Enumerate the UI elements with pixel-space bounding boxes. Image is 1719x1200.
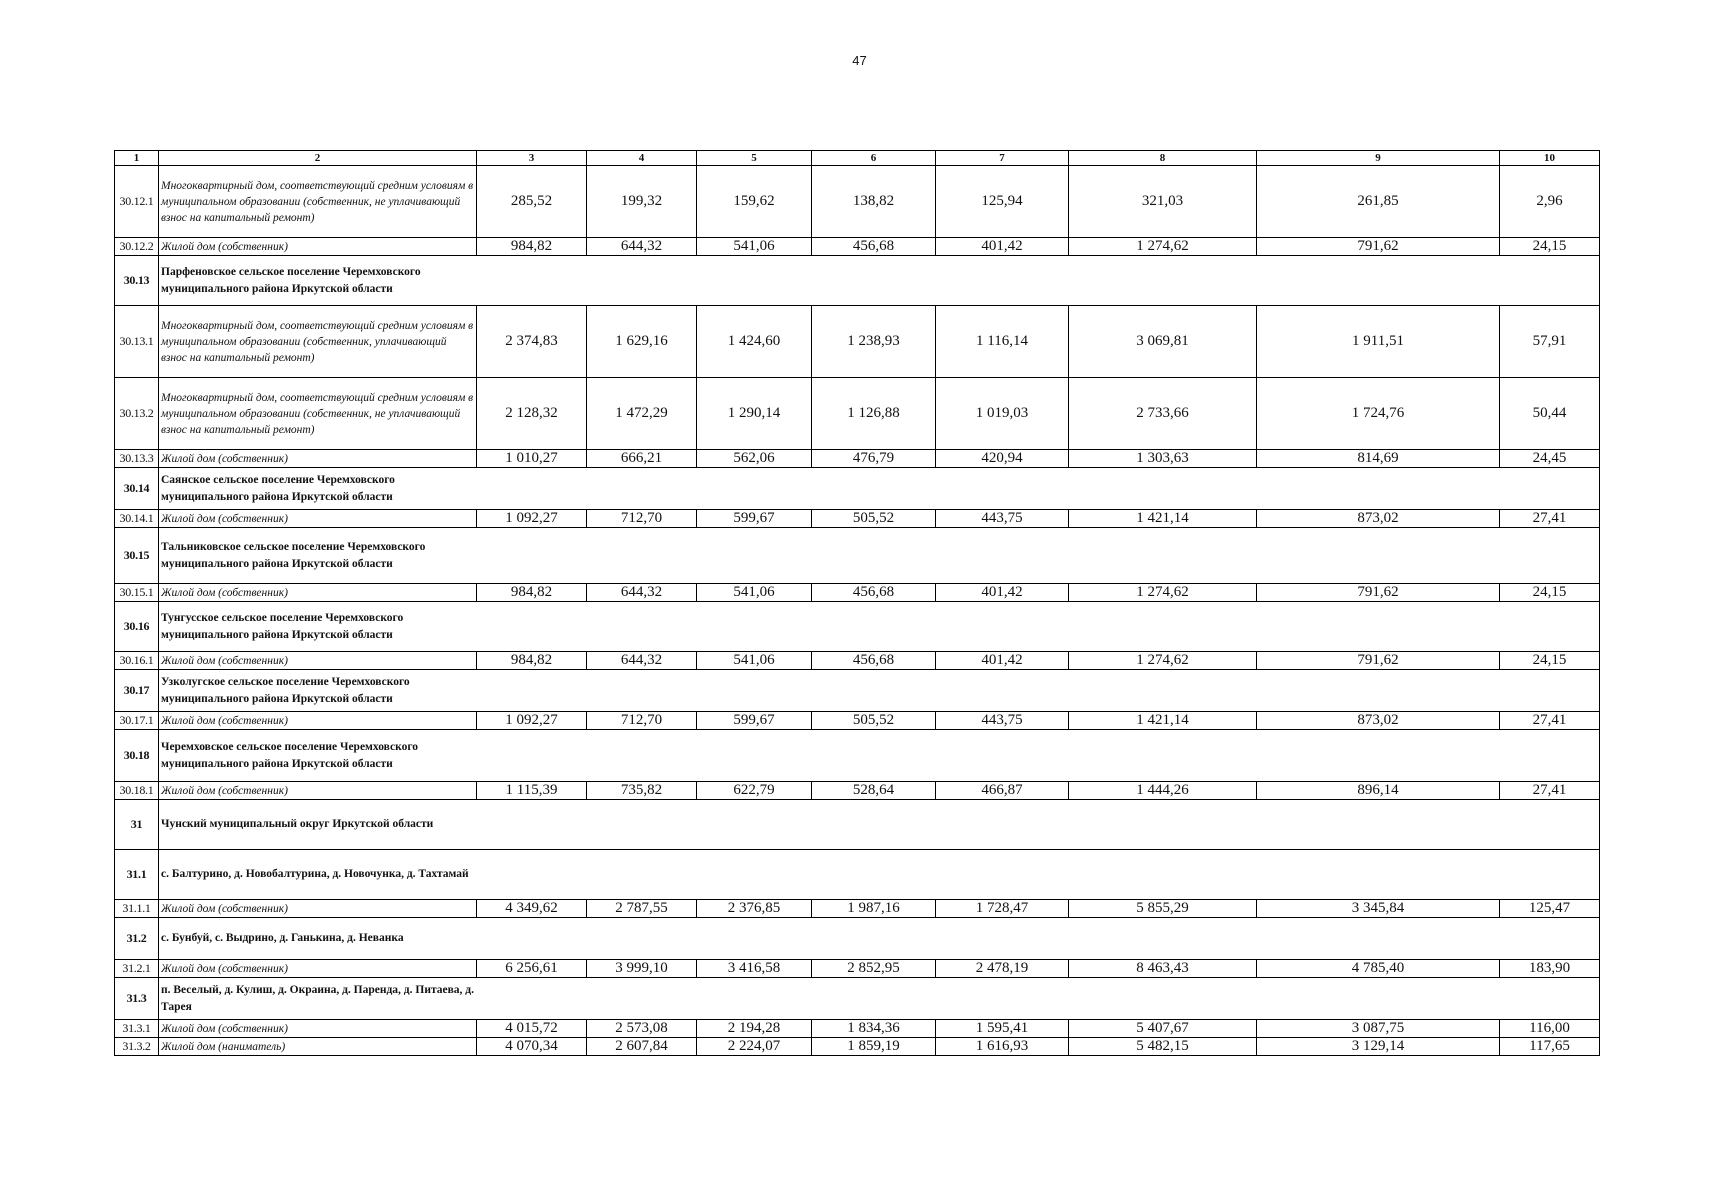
row-description: Жилой дом (собственник) xyxy=(159,584,477,602)
value-cell: 2 224,07 xyxy=(697,1038,812,1056)
table-row xyxy=(115,652,1600,670)
value-cell: 791,62 xyxy=(1257,652,1500,670)
value-cell: 401,42 xyxy=(936,584,1069,602)
table-row xyxy=(115,782,1600,800)
column-header: 3 xyxy=(477,151,587,166)
value-cell: 791,62 xyxy=(1257,584,1500,602)
value-cell: 873,02 xyxy=(1257,510,1500,528)
value-cell: 24,15 xyxy=(1500,584,1600,602)
group-title: Черемховское сельское поселение Черемховского муниципального района Иркутской области xyxy=(159,730,477,782)
column-header: 10 xyxy=(1500,151,1600,166)
group-row xyxy=(115,918,1600,960)
group-row xyxy=(115,468,1600,510)
value-cell: 1 290,14 xyxy=(697,378,812,450)
value-cell: 1 595,41 xyxy=(936,1020,1069,1038)
value-cell: 1 274,62 xyxy=(1069,238,1257,256)
row-code: 30.18 xyxy=(115,730,159,782)
row-description: Жилой дом (собственник) xyxy=(159,712,477,730)
value-cell: 541,06 xyxy=(697,584,812,602)
value-cell: 1 859,19 xyxy=(812,1038,936,1056)
value-cell: 984,82 xyxy=(477,238,587,256)
value-cell: 2 733,66 xyxy=(1069,378,1257,450)
row-code: 30.17.1 xyxy=(115,712,159,730)
row-code: 30.12.2 xyxy=(115,238,159,256)
value-cell: 814,69 xyxy=(1257,450,1500,468)
column-header: 7 xyxy=(936,151,1069,166)
row-code: 31.2.1 xyxy=(115,960,159,978)
value-cell: 456,68 xyxy=(812,584,936,602)
table-row xyxy=(115,584,1600,602)
table-row xyxy=(115,1038,1600,1056)
value-cell: 1 424,60 xyxy=(697,306,812,378)
row-description: Жилой дом (наниматель) xyxy=(159,1038,477,1056)
row-code: 31.2 xyxy=(115,918,159,960)
value-cell: 541,06 xyxy=(697,238,812,256)
table-row xyxy=(115,960,1600,978)
row-description: Жилой дом (собственник) xyxy=(159,1020,477,1038)
row-code: 30.14 xyxy=(115,468,159,510)
row-description: Жилой дом (собственник) xyxy=(159,960,477,978)
group-filler xyxy=(477,800,1600,850)
value-cell: 3 999,10 xyxy=(587,960,697,978)
value-cell: 1 728,47 xyxy=(936,900,1069,918)
row-code: 31.1 xyxy=(115,850,159,900)
row-code: 30.13.3 xyxy=(115,450,159,468)
value-cell: 1 092,27 xyxy=(477,510,587,528)
row-code: 30.12.1 xyxy=(115,166,159,238)
group-filler xyxy=(477,528,1600,584)
column-header: 1 xyxy=(115,151,159,166)
value-cell: 1 834,36 xyxy=(812,1020,936,1038)
value-cell: 1 010,27 xyxy=(477,450,587,468)
value-cell: 1 116,14 xyxy=(936,306,1069,378)
value-cell: 562,06 xyxy=(697,450,812,468)
table-body xyxy=(115,166,1600,1056)
value-cell: 27,41 xyxy=(1500,510,1600,528)
row-code: 31.3 xyxy=(115,978,159,1020)
value-cell: 599,67 xyxy=(697,712,812,730)
row-description: Жилой дом (собственник) xyxy=(159,238,477,256)
column-header: 6 xyxy=(812,151,936,166)
group-row xyxy=(115,528,1600,584)
value-cell: 5 482,15 xyxy=(1069,1038,1257,1056)
table-row xyxy=(115,1020,1600,1038)
value-cell: 505,52 xyxy=(812,510,936,528)
value-cell: 1 629,16 xyxy=(587,306,697,378)
column-header: 9 xyxy=(1257,151,1500,166)
table-row xyxy=(115,306,1600,378)
value-cell: 27,41 xyxy=(1500,782,1600,800)
column-header: 8 xyxy=(1069,151,1257,166)
group-title: Узколугское сельское поселение Черемховского муниципального района Иркутской области xyxy=(159,670,477,712)
group-title: Тунгусское сельское поселение Черемховского муниципального района Иркутской области xyxy=(159,602,477,652)
table-row xyxy=(115,238,1600,256)
value-cell: 24,15 xyxy=(1500,238,1600,256)
value-cell: 2 478,19 xyxy=(936,960,1069,978)
row-code: 30.18.1 xyxy=(115,782,159,800)
table-row xyxy=(115,450,1600,468)
row-code: 30.13.1 xyxy=(115,306,159,378)
value-cell: 4 015,72 xyxy=(477,1020,587,1038)
value-cell: 1 238,93 xyxy=(812,306,936,378)
value-cell: 117,65 xyxy=(1500,1038,1600,1056)
value-cell: 1 444,26 xyxy=(1069,782,1257,800)
group-row xyxy=(115,256,1600,306)
value-cell: 138,82 xyxy=(812,166,936,238)
value-cell: 1 616,93 xyxy=(936,1038,1069,1056)
row-code: 31.3.2 xyxy=(115,1038,159,1056)
row-code: 30.16 xyxy=(115,602,159,652)
row-code: 31 xyxy=(115,800,159,850)
value-cell: 735,82 xyxy=(587,782,697,800)
value-cell: 199,32 xyxy=(587,166,697,238)
value-cell: 4 349,62 xyxy=(477,900,587,918)
value-cell: 2 194,28 xyxy=(697,1020,812,1038)
row-code: 31.1.1 xyxy=(115,900,159,918)
value-cell: 712,70 xyxy=(587,510,697,528)
table-row xyxy=(115,166,1600,238)
group-title: п. Веселый, д. Кулиш, д. Окраина, д. Паренда, д. Питаева, д. Тарея xyxy=(159,978,477,1020)
value-cell: 712,70 xyxy=(587,712,697,730)
value-cell: 1 092,27 xyxy=(477,712,587,730)
value-cell: 1 724,76 xyxy=(1257,378,1500,450)
value-cell: 1 115,39 xyxy=(477,782,587,800)
group-title: Тальниковское сельское поселение Черемховского муниципального района Иркутской области xyxy=(159,528,477,584)
table-row xyxy=(115,378,1600,450)
group-title: Саянское сельское поселение Черемховского муниципального района Иркутской области xyxy=(159,468,477,510)
value-cell: 466,87 xyxy=(936,782,1069,800)
value-cell: 3 069,81 xyxy=(1069,306,1257,378)
row-description: Жилой дом (собственник) xyxy=(159,450,477,468)
value-cell: 456,68 xyxy=(812,652,936,670)
value-cell: 791,62 xyxy=(1257,238,1500,256)
value-cell: 5 855,29 xyxy=(1069,900,1257,918)
value-cell: 644,32 xyxy=(587,652,697,670)
group-filler xyxy=(477,602,1600,652)
value-cell: 27,41 xyxy=(1500,712,1600,730)
group-row xyxy=(115,850,1600,900)
value-cell: 261,85 xyxy=(1257,166,1500,238)
row-code: 30.13 xyxy=(115,256,159,306)
value-cell: 1 911,51 xyxy=(1257,306,1500,378)
row-code: 30.15.1 xyxy=(115,584,159,602)
value-cell: 666,21 xyxy=(587,450,697,468)
row-code: 30.17 xyxy=(115,670,159,712)
value-cell: 50,44 xyxy=(1500,378,1600,450)
value-cell: 476,79 xyxy=(812,450,936,468)
group-row xyxy=(115,978,1600,1020)
value-cell: 1 421,14 xyxy=(1069,510,1257,528)
value-cell: 2 607,84 xyxy=(587,1038,697,1056)
group-filler xyxy=(477,670,1600,712)
group-title: с. Бунбуй, с. Выдрино, д. Ганькина, д. Неванка xyxy=(159,918,477,960)
value-cell: 420,94 xyxy=(936,450,1069,468)
value-cell: 505,52 xyxy=(812,712,936,730)
row-description: Многоквартирный дом, соответствующий средним условиям в муниципальном образовании (собственник, уплачивающий взнос на капитальный ремонт) xyxy=(159,306,477,378)
value-cell: 528,64 xyxy=(812,782,936,800)
row-description: Жилой дом (собственник) xyxy=(159,782,477,800)
value-cell: 1 274,62 xyxy=(1069,652,1257,670)
value-cell: 285,52 xyxy=(477,166,587,238)
group-filler xyxy=(477,468,1600,510)
value-cell: 3 129,14 xyxy=(1257,1038,1500,1056)
column-header: 4 xyxy=(587,151,697,166)
value-cell: 541,06 xyxy=(697,652,812,670)
value-cell: 3 087,75 xyxy=(1257,1020,1500,1038)
value-cell: 873,02 xyxy=(1257,712,1500,730)
value-cell: 443,75 xyxy=(936,510,1069,528)
row-code: 31.3.1 xyxy=(115,1020,159,1038)
value-cell: 1 472,29 xyxy=(587,378,697,450)
value-cell: 644,32 xyxy=(587,584,697,602)
value-cell: 1 274,62 xyxy=(1069,584,1257,602)
row-description: Жилой дом (собственник) xyxy=(159,652,477,670)
value-cell: 57,91 xyxy=(1500,306,1600,378)
value-cell: 24,45 xyxy=(1500,450,1600,468)
value-cell: 2,96 xyxy=(1500,166,1600,238)
value-cell: 116,00 xyxy=(1500,1020,1600,1038)
row-code: 30.15 xyxy=(115,528,159,584)
value-cell: 443,75 xyxy=(936,712,1069,730)
value-cell: 2 787,55 xyxy=(587,900,697,918)
group-filler xyxy=(477,730,1600,782)
value-cell: 984,82 xyxy=(477,652,587,670)
tariff-table xyxy=(114,150,1600,1056)
row-code: 30.16.1 xyxy=(115,652,159,670)
value-cell: 401,42 xyxy=(936,652,1069,670)
group-row xyxy=(115,670,1600,712)
value-cell: 644,32 xyxy=(587,238,697,256)
value-cell: 125,47 xyxy=(1500,900,1600,918)
value-cell: 1 421,14 xyxy=(1069,712,1257,730)
value-cell: 159,62 xyxy=(697,166,812,238)
value-cell: 6 256,61 xyxy=(477,960,587,978)
row-description: Жилой дом (собственник) xyxy=(159,510,477,528)
group-row xyxy=(115,800,1600,850)
group-title: с. Балтурино, д. Новобалтурина, д. Новочунка, д. Тахтамай xyxy=(159,850,477,900)
group-title: Чунский муниципальный округ Иркутской области xyxy=(159,800,477,850)
value-cell: 2 128,32 xyxy=(477,378,587,450)
group-row xyxy=(115,602,1600,652)
row-description: Многоквартирный дом, соответствующий средним условиям в муниципальном образовании (собственник, не уплачивающий взнос на капитальный ремонт) xyxy=(159,378,477,450)
row-description: Многоквартирный дом, соответствующий средним условиям в муниципальном образовании (собственник, не уплачивающий взнос на капитальный ремонт) xyxy=(159,166,477,238)
group-title: Парфеновское сельское поселение Черемховского муниципального района Иркутской области xyxy=(159,256,477,306)
value-cell: 5 407,67 xyxy=(1069,1020,1257,1038)
group-filler xyxy=(477,978,1600,1020)
group-row xyxy=(115,730,1600,782)
value-cell: 2 573,08 xyxy=(587,1020,697,1038)
value-cell: 1 303,63 xyxy=(1069,450,1257,468)
table-row xyxy=(115,712,1600,730)
group-filler xyxy=(477,256,1600,306)
value-cell: 8 463,43 xyxy=(1069,960,1257,978)
value-cell: 125,94 xyxy=(936,166,1069,238)
value-cell: 896,14 xyxy=(1257,782,1500,800)
value-cell: 1 019,03 xyxy=(936,378,1069,450)
value-cell: 984,82 xyxy=(477,584,587,602)
value-cell: 3 416,58 xyxy=(697,960,812,978)
value-cell: 1 987,16 xyxy=(812,900,936,918)
group-filler xyxy=(477,918,1600,960)
group-filler xyxy=(477,850,1600,900)
page-number: 47 xyxy=(852,53,867,68)
row-code: 30.13.2 xyxy=(115,378,159,450)
value-cell: 2 374,83 xyxy=(477,306,587,378)
table-row xyxy=(115,510,1600,528)
column-header: 5 xyxy=(697,151,812,166)
value-cell: 622,79 xyxy=(697,782,812,800)
column-number-row xyxy=(115,151,1600,166)
value-cell: 4 785,40 xyxy=(1257,960,1500,978)
row-description: Жилой дом (собственник) xyxy=(159,900,477,918)
value-cell: 599,67 xyxy=(697,510,812,528)
column-header: 2 xyxy=(159,151,477,166)
value-cell: 1 126,88 xyxy=(812,378,936,450)
value-cell: 321,03 xyxy=(1069,166,1257,238)
value-cell: 4 070,34 xyxy=(477,1038,587,1056)
row-code: 30.14.1 xyxy=(115,510,159,528)
value-cell: 456,68 xyxy=(812,238,936,256)
table-row xyxy=(115,900,1600,918)
value-cell: 2 376,85 xyxy=(697,900,812,918)
value-cell: 3 345,84 xyxy=(1257,900,1500,918)
value-cell: 183,90 xyxy=(1500,960,1600,978)
value-cell: 401,42 xyxy=(936,238,1069,256)
value-cell: 24,15 xyxy=(1500,652,1600,670)
value-cell: 2 852,95 xyxy=(812,960,936,978)
